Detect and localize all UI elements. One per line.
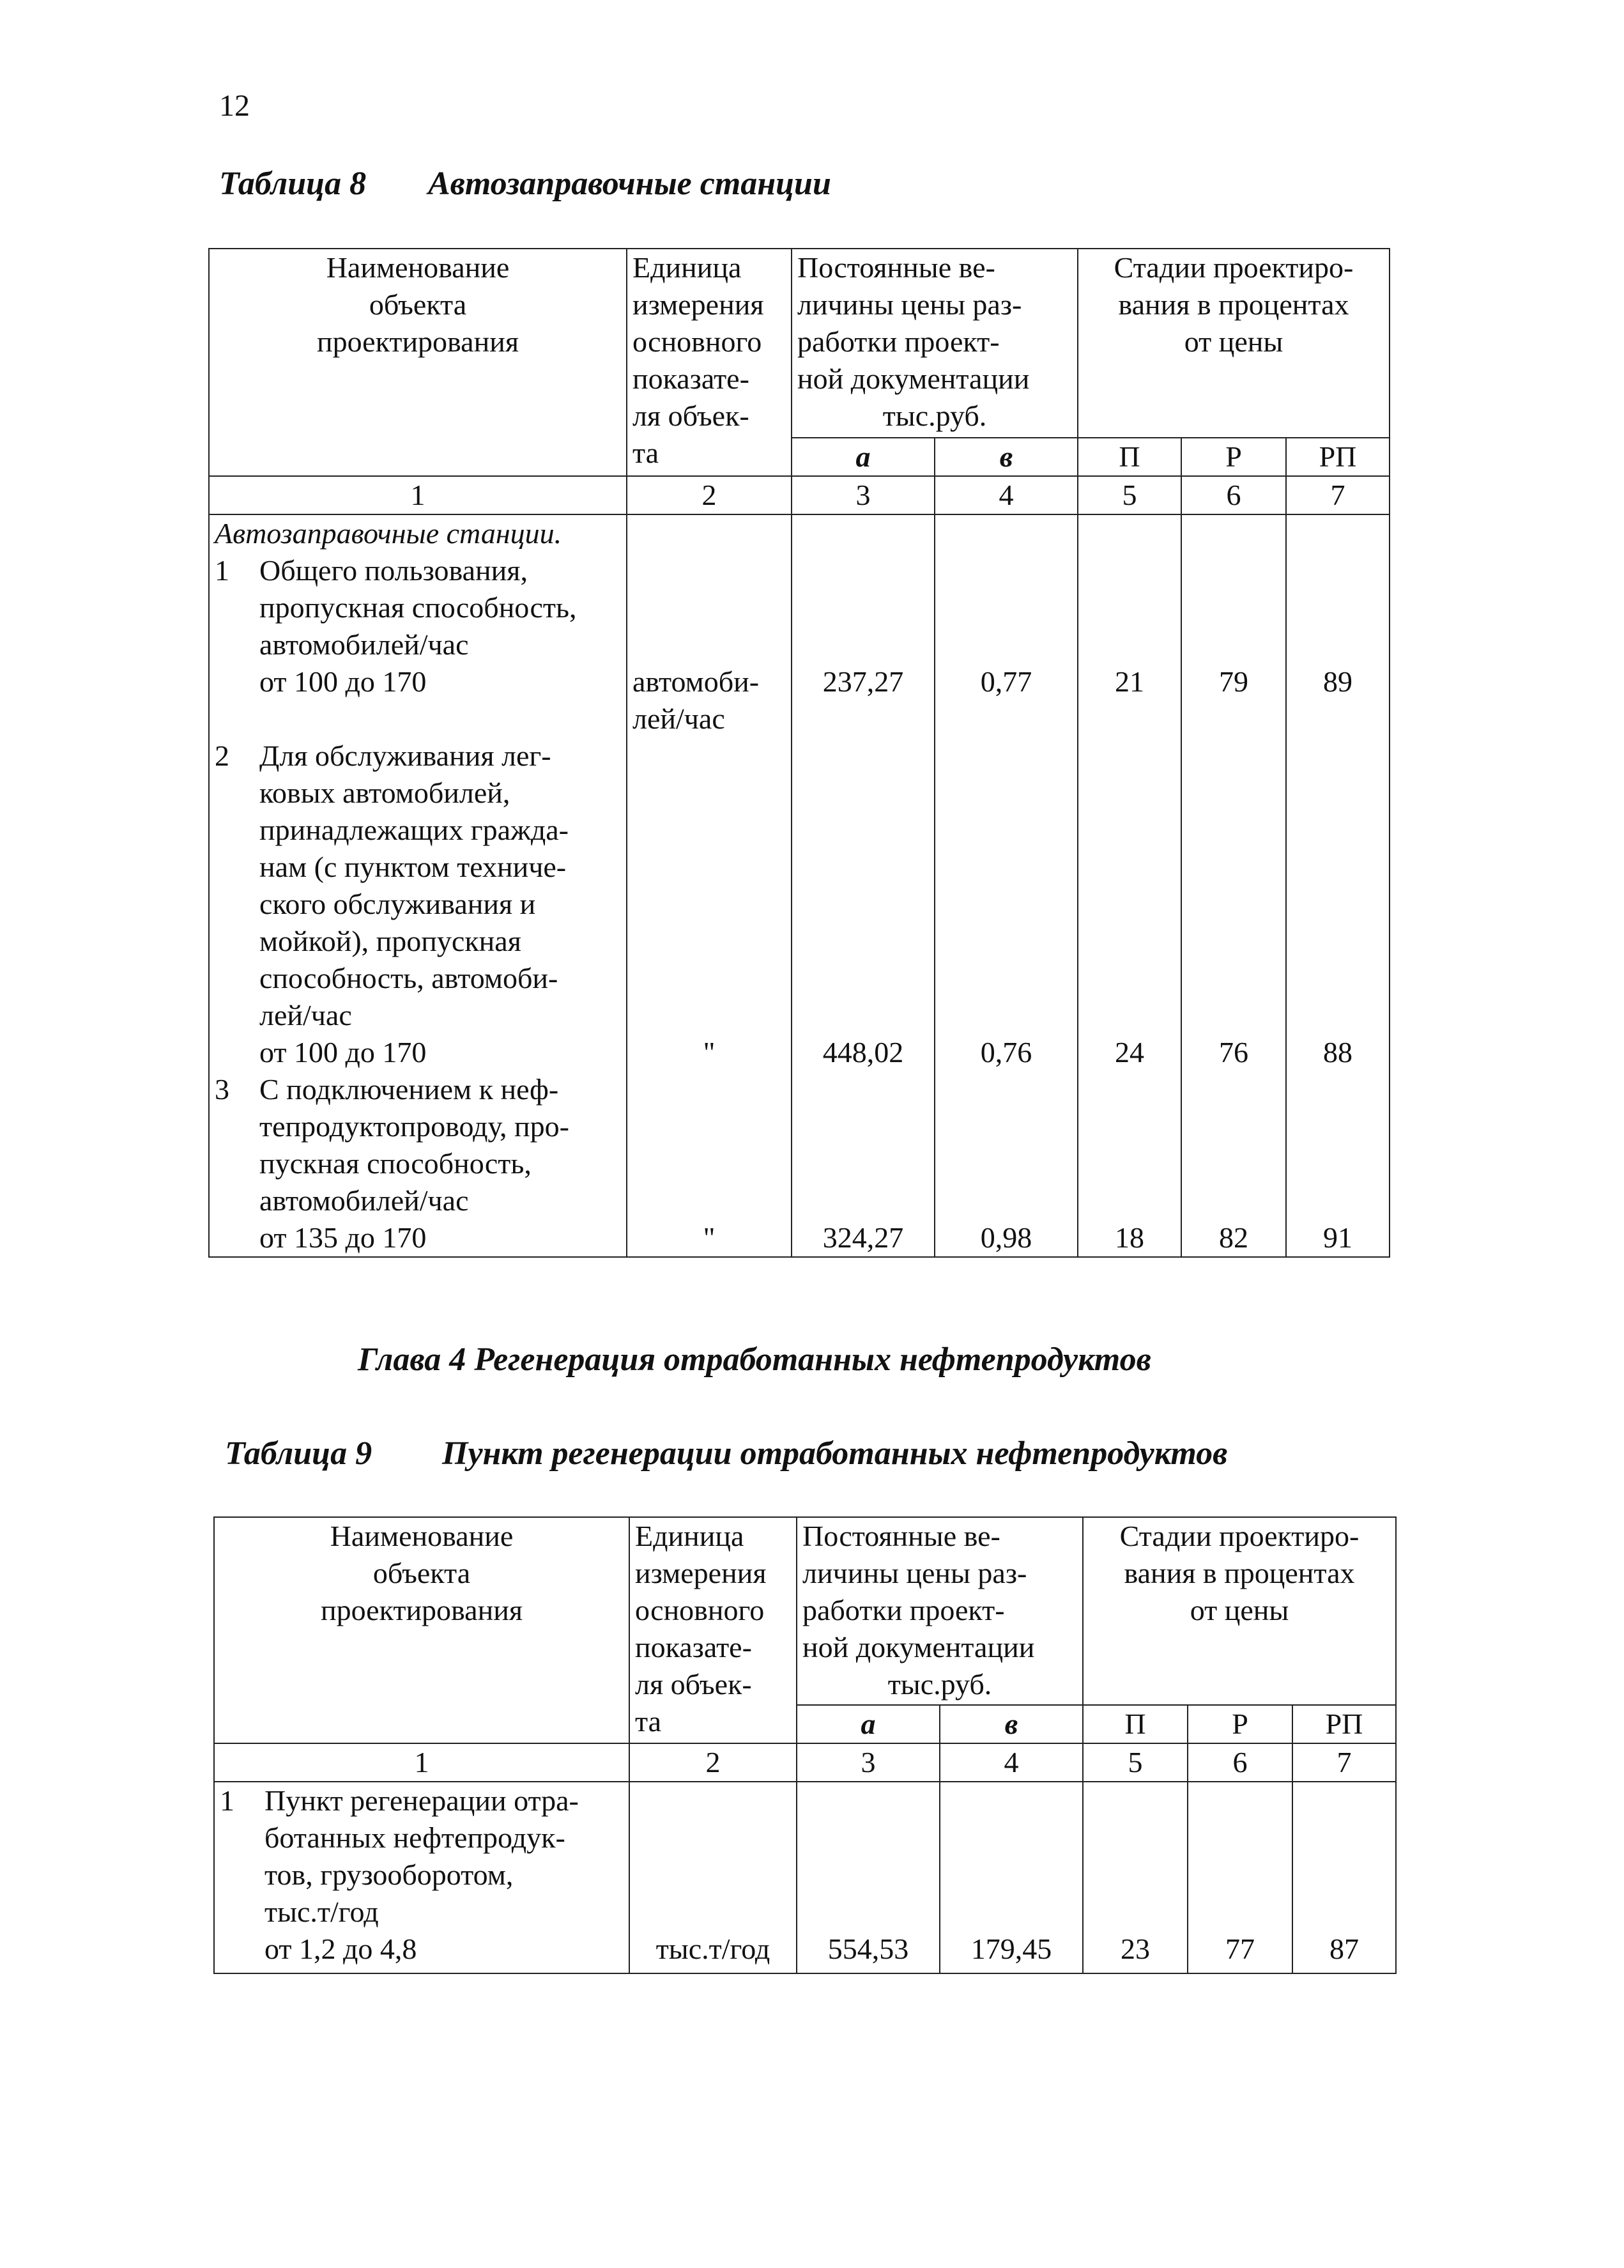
table8-sub-b: в — [935, 438, 1078, 476]
table8-header-unit — [627, 249, 792, 476]
value-p: 23 — [1121, 1932, 1150, 1965]
header-line: Единица — [632, 251, 742, 284]
column-number: 3 — [797, 1743, 940, 1782]
table8-body-names — [209, 514, 627, 1257]
list-item — [215, 1071, 621, 1256]
item-line: мойкой), пропускная — [259, 925, 521, 957]
table8-header-price — [792, 249, 1078, 438]
unit-cell: " — [703, 1036, 716, 1068]
table9-caption-label: Таблица 9 — [225, 1435, 372, 1472]
header-line: Стадии проектиро- — [1119, 1520, 1360, 1552]
column-number: 7 — [1286, 476, 1390, 514]
table8 — [208, 248, 1390, 1258]
header-line: работки проект- — [797, 325, 1000, 358]
item-line: ботанных нефтепродук- — [264, 1821, 565, 1854]
table8-body-unit — [627, 514, 792, 1257]
column-number: 5 — [1078, 476, 1181, 514]
table8-sub-p: П — [1078, 438, 1181, 476]
item-line: С подключением к неф- — [259, 1073, 559, 1106]
table8-header-stages — [1078, 249, 1390, 438]
table9-header-unit — [629, 1517, 797, 1743]
table9-header-price — [797, 1517, 1083, 1705]
column-number: 5 — [1083, 1743, 1188, 1782]
table9-body-b — [940, 1782, 1083, 1973]
unit-cell: автомоби- лей/час — [632, 665, 760, 735]
column-number: 2 — [629, 1743, 797, 1782]
column-number: 3 — [792, 476, 935, 514]
item-line: тов, грузооборотом, — [264, 1858, 514, 1891]
header-line: ной документации — [802, 1631, 1035, 1663]
header-line: личины цены раз- — [797, 288, 1022, 321]
item-number: 3 — [215, 1073, 229, 1106]
column-number: 1 — [209, 476, 627, 514]
value-r: 82 — [1219, 1221, 1248, 1254]
value-r: 76 — [1219, 1036, 1248, 1068]
header-line: ной документации — [797, 362, 1030, 395]
header-line: от цены — [1184, 325, 1283, 358]
header-line: показате- — [635, 1631, 752, 1663]
item-line: принадлежащих гражда- — [259, 814, 569, 846]
unit-cell: " — [703, 1221, 716, 1254]
column-number: 2 — [627, 476, 792, 514]
header-line: измерения — [632, 288, 764, 321]
table9-header-name — [214, 1517, 629, 1743]
table9-body-a — [797, 1782, 940, 1973]
header-line: Стадии проектиро- — [1114, 251, 1354, 284]
header-line: измерения — [635, 1557, 767, 1589]
table8-header-name — [209, 249, 627, 476]
item-line: от 135 до 170 — [259, 1221, 427, 1254]
value-p: 21 — [1115, 665, 1144, 698]
header-line: Наименование — [326, 251, 510, 284]
table9-column-numbers — [214, 1743, 1396, 1782]
header-line: Постоянные ве- — [802, 1520, 1000, 1552]
item-line: от 1,2 до 4,8 — [264, 1932, 417, 1965]
value-a: 237,27 — [822, 665, 904, 698]
table8-column-numbers — [209, 476, 1390, 514]
table9-sub-rp: РП — [1292, 1705, 1396, 1743]
item-line: ского обслуживания и — [259, 888, 536, 920]
header-line: Постоянные ве- — [797, 251, 995, 284]
value-r: 77 — [1225, 1932, 1255, 1965]
value-b: 179,45 — [970, 1932, 1052, 1965]
list-item — [215, 552, 621, 700]
table8-body-b — [935, 514, 1078, 1257]
header-line: Наименование — [330, 1520, 514, 1552]
table8-sub-a: а — [792, 438, 935, 476]
header-line: от цены — [1190, 1594, 1289, 1626]
table9-sub-r: Р — [1188, 1705, 1292, 1743]
item-line: автомобилей/час — [259, 1184, 469, 1217]
item-number: 1 — [220, 1784, 234, 1817]
item-line: способность, автомоби- — [259, 962, 558, 994]
column-number: 6 — [1181, 476, 1286, 514]
item-line: Пункт регенерации отра- — [264, 1784, 579, 1817]
column-number: 7 — [1292, 1743, 1396, 1782]
header-line: основного — [632, 325, 762, 358]
chapter-heading: Глава 4 Регенерация отработанных нефтепродуктов — [358, 1341, 1151, 1378]
header-line: проектирования — [317, 325, 519, 358]
header-line: показате- — [632, 362, 749, 395]
item-line: пропускная способность, — [259, 591, 577, 624]
item-line: лей/час — [259, 999, 352, 1031]
table9-body-rp — [1292, 1782, 1396, 1973]
table9-sub-p: П — [1083, 1705, 1188, 1743]
table8-body-r — [1181, 514, 1286, 1257]
value-rp: 88 — [1323, 1036, 1352, 1068]
page-number: 12 — [219, 89, 250, 123]
value-a: 554,53 — [827, 1932, 909, 1965]
item-number: 1 — [215, 554, 229, 587]
table9-body-p — [1083, 1782, 1188, 1973]
table8-body-rp — [1286, 514, 1390, 1257]
table8-section-title: Автозаправочные станции. — [215, 517, 562, 550]
table8-body-p — [1078, 514, 1181, 1257]
item-line: автомобилей/час — [259, 628, 469, 661]
item-line: тепродуктопроводу, про- — [259, 1110, 569, 1143]
table9-sub-a: а — [797, 1705, 940, 1743]
column-number: 4 — [940, 1743, 1083, 1782]
table8-caption-label: Таблица 8 — [219, 166, 367, 202]
item-line: ковых автомобилей, — [259, 776, 510, 809]
item-line: от 100 до 170 — [259, 1036, 427, 1068]
table9-body-names — [214, 1782, 629, 1973]
table8-body-a — [792, 514, 935, 1257]
column-number: 1 — [214, 1743, 629, 1782]
header-line: объекта — [372, 1557, 471, 1589]
value-rp: 91 — [1323, 1221, 1352, 1254]
value-p: 18 — [1115, 1221, 1144, 1254]
item-line: пускная способность, — [259, 1147, 532, 1180]
item-line: Для обслуживания лег- — [259, 739, 551, 772]
table9-header-stages — [1083, 1517, 1396, 1705]
table8-sub-r: Р — [1181, 438, 1286, 476]
header-line: вания в процентах — [1124, 1557, 1355, 1589]
item-line: от 100 до 170 — [259, 665, 427, 698]
item-line: нам (с пунктом техниче- — [259, 851, 567, 883]
unit-cell: тыс.т/год — [655, 1932, 770, 1965]
table9-sub-b: в — [940, 1705, 1083, 1743]
header-line: тыс.руб. — [887, 1668, 992, 1701]
value-rp: 87 — [1329, 1932, 1359, 1965]
value-r: 79 — [1219, 665, 1248, 698]
value-b: 0,98 — [980, 1221, 1032, 1254]
table9-body-row — [214, 1782, 1396, 1973]
value-b: 0,77 — [980, 665, 1032, 698]
item-number: 2 — [215, 739, 229, 772]
column-number: 6 — [1188, 1743, 1292, 1782]
value-rp: 89 — [1323, 665, 1352, 698]
value-p: 24 — [1115, 1036, 1144, 1068]
header-line: та — [632, 436, 659, 469]
item-line: тыс.т/год — [264, 1895, 379, 1928]
header-line: работки проект- — [802, 1594, 1005, 1626]
item-line: Общего пользования, — [259, 554, 528, 587]
list-item — [220, 1782, 624, 1968]
table9 — [213, 1516, 1397, 1974]
header-line: основного — [635, 1594, 765, 1626]
header-line: личины цены раз- — [802, 1557, 1027, 1589]
table9-body-unit — [629, 1782, 797, 1973]
list-item — [215, 737, 621, 1071]
table9-body-r — [1188, 1782, 1292, 1973]
value-a: 448,02 — [822, 1036, 904, 1068]
table8-caption-title: Автозаправочные станции — [428, 166, 831, 202]
value-a: 324,27 — [822, 1221, 904, 1254]
table8-sub-rp: РП — [1286, 438, 1390, 476]
header-line: Единица — [635, 1520, 744, 1552]
header-line: объекта — [369, 288, 467, 321]
header-line: вания в процентах — [1118, 288, 1349, 321]
header-line: та — [635, 1705, 662, 1738]
header-line: проектирования — [321, 1594, 523, 1626]
table9-caption-title: Пункт регенерации отработанных нефтепродуктов — [442, 1435, 1228, 1472]
header-line: ля объек- — [632, 399, 749, 432]
table8-body-row — [209, 514, 1390, 1257]
column-number: 4 — [935, 476, 1078, 514]
value-b: 0,76 — [980, 1036, 1032, 1068]
header-line: тыс.руб. — [882, 399, 987, 432]
header-line: ля объек- — [635, 1668, 752, 1701]
